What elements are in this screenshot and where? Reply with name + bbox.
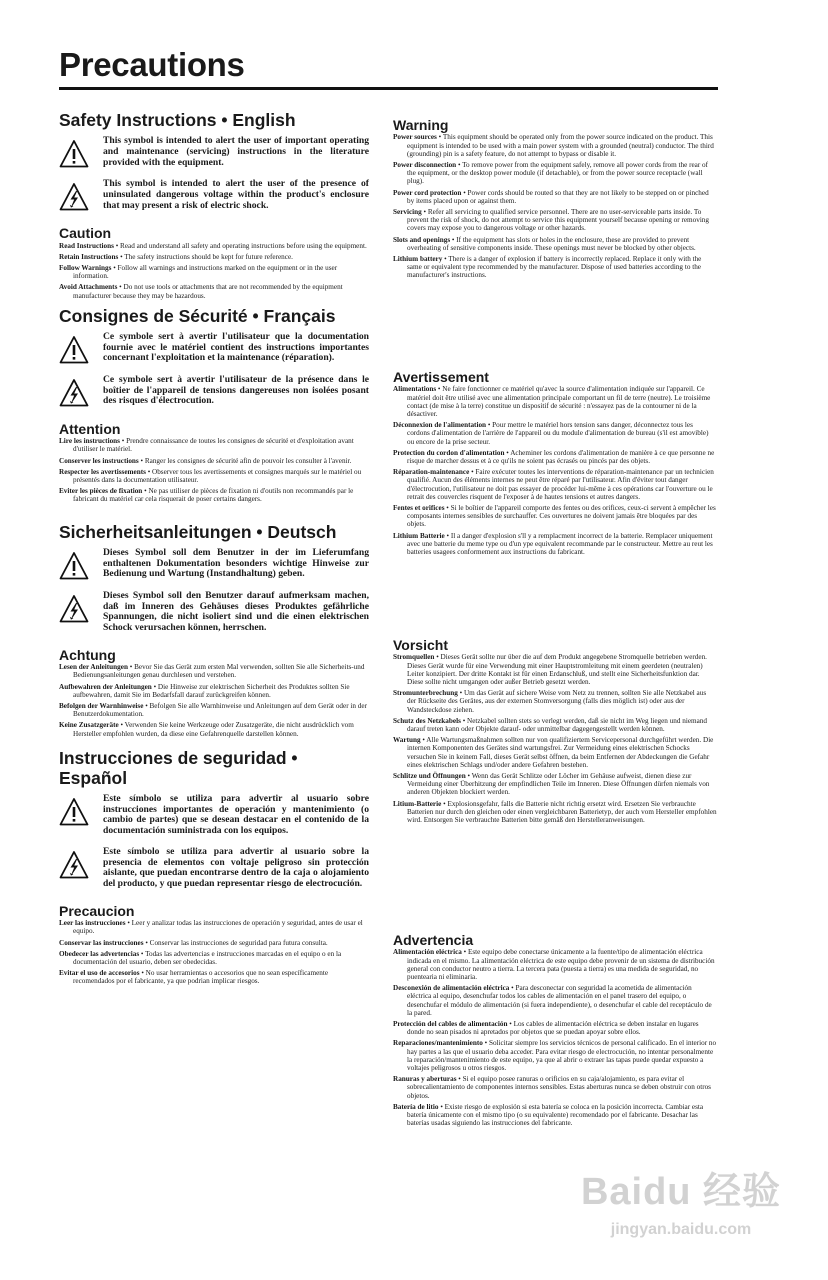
list-item: Lire les instructions • Prendre connaissance de toutes les consignes de sécurité et d'exploitation avant d'utiliser le matériel. (59, 437, 354, 454)
symbol-text: Dieses Symbol soll dem Benutzer in der im Lieferumfang enthaltenen Dokumentation besonders wichtige Hinweise zur Bedienung und Wartung (Instandhaltung) geben. (103, 546, 369, 580)
list-item: Ranuras y aberturas • Si el equipo posee ranuras o orificios en su caja/alojamiento, es para evitar el sobrecalientamiento de componentes internos sensibles. Estas aberturas nunca se deben obstruir con otros objetos. (393, 1075, 711, 1100)
watermark-logo: Baidu 经验 (580, 1171, 782, 1213)
list-item: Schlitze und Öffnungen • Wenn das Gerät Schlitze oder Löcher im Gehäuse aufweist, dienen diese zur Vermeidung einer Überhitzung der empfindlichen Teile im Inneren. Diese Öffnungen dürfen niemals von anderen Objekten blockiert werden. (393, 772, 710, 797)
list-item: Lesen der Anleitungen • Bevor Sie das Gerät zum ersten Mal verwenden, sollten Sie alle Sicherheits-und Bedienungsanleitungen genau durchlesen und verstehen. (59, 663, 365, 680)
list-item: Power sources • This equipment should be operated only from the power source indicated on the product. This equipment is intended to be used with a main power system with a grounded (neutral) conductor. The third (grounding) pin is a safety feature, do not attempt to bypass or disable it. (393, 133, 714, 158)
item-list (59, 437, 369, 503)
symbol-text: This symbol is intended to alert the user of important operating and maintenance (servicing) instructions in the literature provided with the equipment. (103, 135, 369, 168)
section-heading: Sicherheitsanleitungen • Deutsch (59, 521, 337, 542)
list-item: Fentes et orifices • Si le boîtier de l'appareil comporte des fentes ou des orifices, ceux-ci servent à empêcher les composants internes sensibles de surchauffer. Ces ouvertures ne doivent jamais être bloquées par des objets. (393, 504, 716, 529)
item-list (393, 653, 717, 824)
item-list (59, 919, 369, 985)
list-item: Conserver les instructions • Ranger les consignes de sécurité afin de pouvoir les consulter à l'avenir. (59, 456, 352, 465)
list-item: Lithium battery • There is a danger of explosion if battery is incorrectly replaced. Replace it only with the same or equivalent type recommended by the manufacturer. Dispose of used batteries according to the manufacturer's instructions. (393, 255, 702, 280)
section-avertissement (393, 370, 717, 559)
item-list (393, 948, 717, 1127)
sub-heading: Advertencia (393, 932, 474, 948)
list-item: Lithium Batterie • Il a danger d'explosion s'll y a remplacment incorrect de la batterie. Remplacer uniquement avec une batterie du meme type ou d'un ype equivalent recommande par le constructeur. Mettre au reut les batteries usagees conformement aux instructions du fabricant. (393, 531, 713, 557)
list-item: Alimentación eléctrica • Este equipo debe conectarse únicamente a la fuente/tipo de alimentación eléctrica indicada en el mismo. La alimentación eléctrica de este equipo debe provenir de un sistema de distribución general con conductor neutro a tierra. La tercera pata (puesta a tierra) es una medida de seguridad, no puentearia ni eliminaria. (393, 948, 715, 981)
sub-heading: Achtung (59, 646, 116, 663)
list-item: Obedecer las advertencias • Todas las advertencias e instrucciones marcadas en el equipo o en la documentación del usuario, deben ser obedecidas. (59, 949, 342, 967)
section-french (59, 306, 369, 504)
sub-heading: Avertissement (393, 369, 489, 385)
lightning-triangle-icon (59, 378, 89, 408)
baidu-watermark (576, 1160, 786, 1239)
symbol-row (59, 136, 369, 169)
list-item: Power cord protection • Power cords should be routed so that they are not likely to be stepped on or pinched by items placed upon or against them. (393, 188, 709, 205)
symbol-row (59, 591, 369, 634)
symbol-text: Este símbolo se utiliza para advertir al usuario sobre instrucciones importantes de operación y mantenimiento (o cambio de partes) que se desean destacar en el contenido de la documentación suministrada con los equipos. (103, 793, 369, 837)
symbol-row (59, 548, 369, 581)
symbol-row (59, 332, 369, 365)
section-spanish (59, 748, 369, 986)
section-heading: Instrucciones de seguridad • Español (59, 747, 298, 788)
list-item: Wartung • Alle Wartungsmaßnahmen sollten nur von qualifiziertem Servicepersonal durchgeführt werden. Die internen Komponenten des Gerätes sind wartungsfrei. Zur Vermeidung eines elektrischen Schocks versuchen Sie in keinem Fall, dieses Gerät selbst öffnen, da beim Entfernen der Abdeckungen die Gefahr eines elektrischen Schlags und/oder andere Gefahren bestehen. (393, 736, 714, 769)
list-item: Follow Warnings • Follow all warnings and instructions marked on the equipment or in the user information. (59, 263, 338, 281)
list-item: Desconexión de alimentación eléctrica • Para desconectar con seguridad la acometida de alimentación eléctrica al equipo, desenchufar todos los cables de alimentación en el panel trasero del equipo, o desenchufar el módulo de alimentación (si fuera independiente), o desenchufar el cable del receptáculo de la pared. (393, 984, 712, 1017)
lightning-triangle-icon (59, 594, 89, 624)
section-english (59, 110, 369, 300)
list-item: Alimentations • Ne faire fonctionner ce matériel qu'avec la source d'alimentation indiquée sur l'appareil. Ce matériel doit être utilisé avec une alimentation principale comportant un fil de terre (neutre). Le troisième contact (de mise à la terre) constitue un dispositif de sécurité : n'essayez pas de la contourner ni de la désactiver. (393, 385, 711, 418)
list-item: Avoid Attachments • Do not use tools or attachments that are not recommended by the equipment manufacturer because they may be hazardous. (59, 283, 343, 300)
sub-heading: Vorsicht (393, 637, 448, 653)
symbol-row (59, 794, 369, 837)
page-title: Precautions (59, 46, 245, 83)
list-item: Protección del cables de alimentación • Los cables de alimentación eléctrica se deben instalar en lugares donde no sean pisados ni apretados por objetos que se puedan apoyar sobre ellos. (393, 1020, 699, 1037)
item-list (393, 385, 717, 556)
sub-heading: Caution (59, 225, 112, 242)
section-heading: Consignes de Sécurité • Français (59, 305, 336, 326)
title-rule (59, 87, 718, 90)
symbol-text: Este símbolo se utiliza para advertir al usuario sobre la presencia de elementos con voltaje peligroso sin protección aislante, que puedan encontrarse dentro de la caja o alojamiento del producto, y que puedan representar riesgo de electrocución. (103, 845, 369, 890)
list-item: Batería de litio • Existe riesgo de explosión si esta batería se coloca en la posición incorrecta. Cambiar esta batería únicamente con el mismo tipo (o su equivalente) recomendado por el fabricante. Desachar las baterías usadas siguiendo las instrucciones del fabricante. (393, 1102, 704, 1128)
exclamation-triangle-icon (59, 335, 89, 365)
list-item: Power disconnection • To remove power from the equipment safely, remove all power cords from the rear of the equipment, or the desktop power module (if detachable), or from the power source receptacle (wall plug). (393, 161, 709, 186)
section-heading: Safety Instructions • English (59, 110, 296, 130)
section-advertencia (393, 933, 717, 1130)
symbol-row (59, 375, 369, 408)
symbol-text: This symbol is intended to alert the user of the presence of uninsulated dangerous voltage within the product's enclosure that may present a risk of electric shock. (103, 178, 369, 211)
list-item: Litium-Batterie • Explosionsgefahr, falls die Batterie nicht richtig ersetzt wird. Ersetzen Sie verbrauchte Batterien nur durch den gleichen oder einen vergleichbaren Batterietyp, der auch vom Hersteller empfohlen wird. Entsorgen Sie verbrauchte Batterien bitte gemäß den Herstelleranweisungen. (393, 799, 717, 825)
section-german (59, 522, 369, 738)
list-item: Stromunterbrechung • Um das Gerät auf sichere Weise vom Netz zu trennen, sollten Sie alle Netzkabel aus der Rückseite des Gerätes, aus der externen Stomversorgung (falls dies möglich ist) oder aus der Wandsteckdose ziehen. (393, 689, 707, 714)
sub-heading: Precaucion (59, 902, 135, 919)
list-item: Conservar las instrucciones • Conservar las instrucciones de seguridad para futura consulta. (59, 938, 328, 947)
lightning-triangle-icon (59, 182, 89, 212)
symbol-text: Ce symbole sert à avertir l'utilisateur de la présence dans le boîtier de l'appareil de tensions dangereuses non isolées posant des risques d'électrocution. (103, 373, 369, 407)
lightning-triangle-icon (59, 850, 89, 880)
list-item: Respecter les avertissements • Observer tous les avertissements et consignes marqués sur le matériel ou présentés dans la documentation utilisateur. (59, 467, 362, 485)
exclamation-triangle-icon (59, 797, 89, 827)
item-list (59, 663, 369, 738)
list-item: Déconnexion de l'alimentation • Pour mettre le matériel hors tension sans danger, déconnectez tous les cordons d'alimentation de l'arrière de l'appareil ou du module d'alimentation de bureau (s'il est amovible) ou encore de la prise secteur. (393, 421, 709, 446)
list-item: Read Instructions • Read and understand all safety and operating instructions before using the equipment. (59, 241, 367, 250)
list-item: Servicing • Refer all servicing to qualified service personnel. There are no user-serviceable parts inside. To prevent the risk of shock, do not attempt to service this equipment yourself because opening or removing covers may expose you to dangerous voltage or other hazards. (393, 208, 709, 233)
list-item: Befolgen der Warnhinweise • Befolgen Sie alle Warnhinweise und Anleitungen auf dem Gerät oder in der Benutzerdokumentation. (59, 701, 367, 719)
list-item: Protection du cordon d'alimentation • Acheminer les cordons d'alimentation de manière à ce que personne ne risque de marcher dessus et à ce qu'ils ne soient pas écrasés ou pincés par des objets. (393, 448, 715, 466)
list-item: Schutz des Netzkabels • Netzkabel sollten stets so verlegt werden, daß sie nicht im Weg liegen und niemand darauf treten kann oder Objekte darauf- oder unmittelbar dagegengestellt werden können. (393, 716, 708, 734)
list-item: Keine Zusatzgeräte • Verwenden Sie keine Werkzeuge oder Zusatzgeräte, die nicht ausdrücklich vom Hersteller empfohlen wurden, da diese eine Gefahrenquelle darstellen können. (59, 721, 354, 738)
list-item: Reparaciones/mantenimiento • Solicitar siempre los servicios técnicos de personal calificado. En el interior no hay partes a las que el usuario deba acceder. Para evitar riesgo de electrocución, no intentar personalmente la reparación/mantenimiento de este equipo, ya que al abrir o extraer las tapas puede quedar expuesto a voltajes peligrosos u otros riesgos. (393, 1039, 717, 1073)
symbol-text: Ce symbole sert à avertir l'utilisateur que la documentation fournie avec le matériel contient des instructions importantes concernant l'exploitation et la maintenance (réparation). (103, 330, 369, 364)
sub-heading: Warning (393, 117, 449, 133)
symbol-row (59, 179, 369, 212)
symbol-row (59, 847, 369, 890)
list-item: Réparation-maintenance • Faire exécuter toutes les interventions de réparation-maintenance par un technicien qualifié. Aucun des éléments internes ne peut être réparé par l'utilisateur. Afin d'éviter tout danger d'électrocution, l'utilisateur ne doit pas essayer de procéder lui-même à ces opérations car l'ouverture ou le retrait des couvercles risquent de l'exposer à de hautes tensions et autres dangers. (393, 468, 714, 501)
left-column (59, 110, 369, 989)
item-list (393, 133, 717, 279)
item-list (59, 242, 369, 300)
symbol-text: Dieses Symbol soll den Benutzer darauf aufmerksam machen, daß im Inneren des Gehäuses dieses Produktes gefährliche Spannungen, die nicht isoliert sind und die einen elektrischen Schock verursachen können, herrschen. (103, 589, 369, 633)
list-item: Evitar el uso de accesorios • No usar herramientas o accesorios que no sean específicamente recomendados por el fabricante, ya que podrian implicar riesgos. (59, 969, 329, 986)
exclamation-triangle-icon (59, 551, 89, 581)
list-item: Leer las instrucciones • Leer y analizar todas las instrucciones de operación y seguridad, antes de usar el equipo. (59, 919, 363, 936)
exclamation-triangle-icon (59, 139, 89, 169)
section-vorsicht (393, 638, 717, 827)
list-item: Retain Instructions • The safety instructions should be kept for future reference. (59, 252, 293, 261)
list-item: Eviter les pièces de fixation • Ne pas utiliser de pièces de fixation ni d'outils non recommandés par le fabricant du matériel car cela risquerait de poser certains dangers. (59, 487, 354, 504)
watermark-url: jingyan.baidu.com (610, 1221, 752, 1238)
list-item: Stromquellen • Dieses Gerät sollte nur über die auf dem Produkt angegebene Stromquelle betrieben werden. Dieses Gerät wurde für eine Verwendung mit einer Hauptstromleitung mit einem geerdeten (neutralen) Leiter konzipiert. Der dritte Kontakt ist für einen Erdanschluß, und stellt eine Sicherheitsfunktion dar. Diese sollte nicht umgangen oder außer Betrieb gesetzt werden. (393, 653, 707, 686)
sub-heading: Attention (59, 420, 121, 437)
section-warning (393, 118, 717, 283)
list-item: Aufbewahren der Anleitungen • Die Hinweise zur elektrischen Sicherheit des Produktes sollten Sie aufbewahren, damit Sie im Bedarfsfall darauf zurückgreifen können. (59, 682, 350, 699)
list-item: Slots and openings • If the equipment has slots or holes in the enclosure, these are provided to prevent overheating of sensitive components inside. These openings must never be blocked by other objects. (393, 235, 696, 252)
